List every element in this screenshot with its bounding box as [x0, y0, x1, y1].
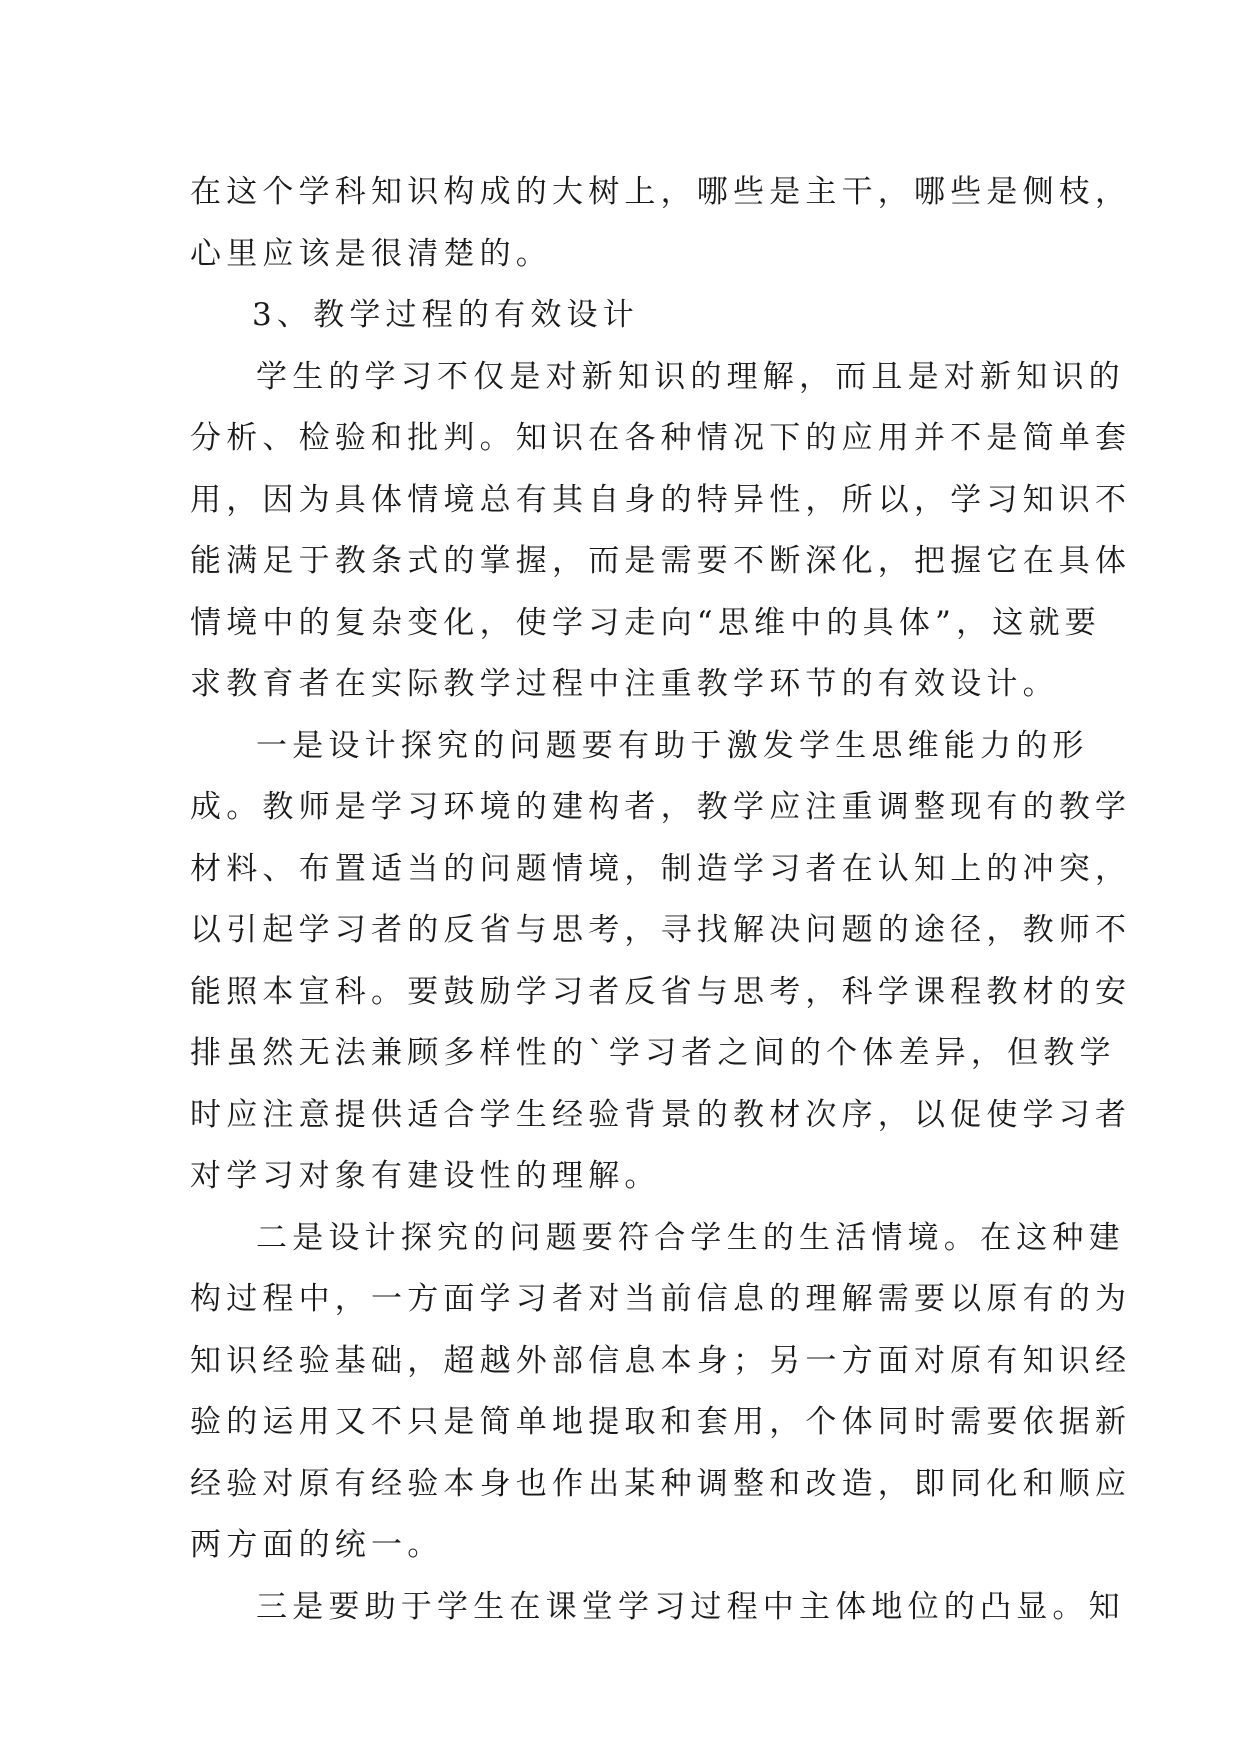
- paragraph-line: 情境中的复杂变化，使学习走向“思维中的具体”，这就要: [190, 604, 1101, 641]
- paragraph-line: 对学习对象有建设性的理解。: [190, 1158, 661, 1194]
- paragraph-line: 心里应该是很清楚的。: [190, 235, 552, 272]
- paragraph-line: 在这个学科知识构成的大树上，哪些是主干，哪些是侧枝，: [190, 174, 1132, 210]
- document-body: [190, 162, 1132, 1638]
- paragraph-line: 分析、检验和批判。知识在各种情况下的应用并不是简单套: [190, 420, 1132, 456]
- paragraph-line: 二是设计探究的问题要符合学生的生活情境。在这种建: [256, 1219, 1125, 1256]
- paragraph-line: 能照本宣科。要鼓励学习者反省与思考，科学课程教材的安: [190, 973, 1132, 1010]
- paragraph-line: 时应注意提供适合学生经验背景的教材次序，以促使学习者: [190, 1096, 1132, 1133]
- paragraph-line: 构过程中，一方面学习者对当前信息的理解需要以原有的为: [190, 1281, 1132, 1317]
- paragraph-line: 三是要助于学生在课堂学习过程中主体地位的凸显。知: [256, 1588, 1125, 1625]
- paragraph-line: 能满足于教条式的掌握，而是需要不断深化，把握它在具体: [190, 543, 1132, 579]
- paragraph-line: 学生的学习不仅是对新知识的理解，而且是对新知识的: [256, 358, 1125, 395]
- paragraph-line: 求教育者在实际教学过程中注重教学环节的有效设计。: [190, 666, 1059, 702]
- paragraph-line: 排虽然无法兼顾多样性的`学习者之间的个体差异，但教学: [190, 1035, 1116, 1071]
- section-heading: 3、教学过程的有效设计: [252, 297, 639, 333]
- paragraph-line: 用，因为具体情境总有其自身的特异性，所以，学习知识不: [190, 481, 1132, 518]
- paragraph-line: 两方面的统一。: [190, 1527, 444, 1563]
- paragraph-line: 材料、布置适当的问题情境，制造学习者在认知上的冲突，: [190, 850, 1132, 887]
- paragraph-line: 经验对原有经验本身也作出某种调整和改造，即同化和顺应: [190, 1465, 1132, 1502]
- paragraph-line: 成。教师是学习环境的建构者，教学应注重调整现有的教学: [190, 789, 1132, 825]
- paragraph-line: 验的运用又不只是简单地提取和套用，个体同时需要依据新: [190, 1404, 1132, 1440]
- paragraph-line: 知识经验基础，超越外部信息本身；另一方面对原有知识经: [190, 1342, 1132, 1379]
- paragraph-line: 一是设计探究的问题要有助于激发学生思维能力的形: [256, 727, 1089, 764]
- paragraph-line: 以引起学习者的反省与思考，寻找解决问题的途径，教师不: [190, 912, 1132, 948]
